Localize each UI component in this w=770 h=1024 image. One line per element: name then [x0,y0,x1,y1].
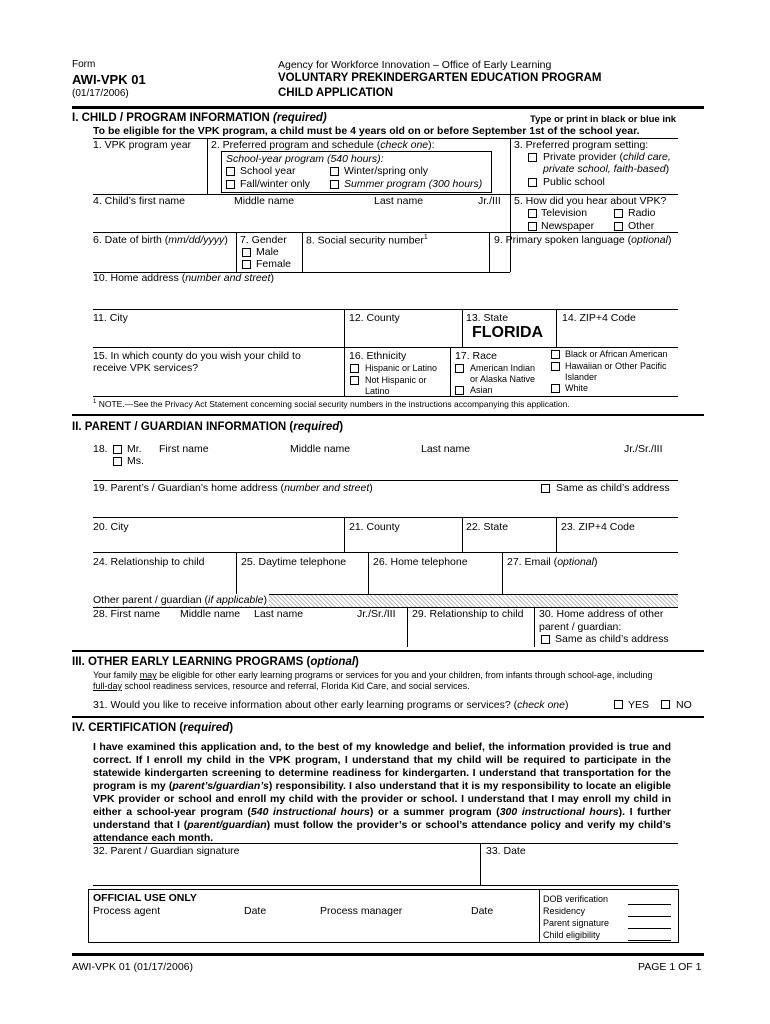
home-phone-label: 26. Home telephone [373,556,468,568]
private-provider-label: Private provider (child care, [543,151,671,163]
hispanic-label: Hispanic or Latino [365,363,438,373]
television-label: Television [541,207,588,219]
question-31: 31. Would you like to receive information about other early learning programs or services? (check one) [93,699,569,711]
page-number: PAGE 1 OF 1 [638,961,702,973]
same-address-checkbox[interactable] [541,484,550,493]
mr-checkbox[interactable] [113,445,122,454]
official-use-heading: OFFICIAL USE ONLY [93,892,197,904]
parent-last-name-label: Last name [421,443,471,455]
state-label: 13. State [466,312,509,324]
residency-line [628,916,671,917]
agent-date-label: Date [244,905,267,917]
hawaiian-label: Hawaiian or Other Pacific [565,361,667,371]
male-label: Male [256,246,279,258]
header-rule [72,106,704,109]
program-setting-label: 3. Preferred program setting: [514,139,649,151]
hawaiian-label-2: Islander [565,372,598,382]
footer-form-id: AWI-VPK 01 (01/17/2006) [72,961,194,973]
service-county-label-2: receive VPK services? [93,362,199,374]
asian-label: Asian [470,385,493,395]
ssn-label: 8. Social security number$^1$ [306,234,428,247]
other-relationship-label: 29. Relationship to child [412,608,524,620]
other-address-label-2: parent / guardian: [539,621,622,633]
television-checkbox[interactable] [528,209,537,218]
state-value: FLORIDA [472,324,544,341]
child-first-name-label: 4. Child’s first name [93,195,186,207]
newspaper-checkbox[interactable] [528,222,537,231]
ethnicity-label: 16. Ethnicity [349,350,407,362]
section-2-heading: II. PARENT / GUARDIAN INFORMATION (required) [72,421,344,433]
signature-label: 32. Parent / Guardian signature [93,845,240,857]
ink-note: Type or print in black or blue ink [530,114,677,125]
parent-middle-name-label: Middle name [290,443,351,455]
child-suffix-label: Jr./III [478,195,501,207]
dob-line [628,904,671,905]
private-provider-checkbox[interactable] [528,153,537,162]
signature-date-label: 33. Date [486,845,526,857]
child-eligibility-label: Child eligibility [543,930,601,940]
child-last-name-label: Last name [374,195,424,207]
preferred-program-label: 2. Preferred program and schedule (check one): [211,139,435,151]
parent-address-label: 19. Parent’s / Guardian’s home address (number and street) [93,482,373,494]
parent-suffix-label: Jr./Sr./III [624,443,663,455]
other-address-label-1: 30. Home address of other [539,608,664,620]
ms-checkbox[interactable] [113,457,122,466]
eligibility-note: To be eligible for the VPK program, a child must be 4 years old on or before September 1st of the school year. [93,125,640,137]
not-hispanic-label: Not Hispanic or [365,375,427,385]
city-label: 11. City [93,312,128,324]
other-first-name-label: 28. First name [93,608,161,620]
programs-text-2: full-day school readiness services, resource and referral, Florida Kid Care, and social services. [93,681,470,691]
residency-label: Residency [543,906,586,916]
parent-signature-check-label: Parent signature [543,918,610,928]
race-label: 17. Race [455,350,498,362]
no-checkbox[interactable] [661,700,670,709]
date-of-birth-label: 6. Date of birth (mm/dd/yyyy) [93,234,228,246]
private-provider-detail: private school, faith-based) [543,163,670,175]
radio-checkbox[interactable] [614,209,623,218]
no-label: NO [676,699,692,711]
home-address-label: 10. Home address (number and street) [93,272,274,284]
form-title: VOLUNTARY PREKINDERGARTEN EDUCATION PROGRAM [278,72,602,84]
summer-program-checkbox[interactable] [330,180,339,189]
primary-language-label: 9. Primary spoken language (optional) [494,234,672,246]
female-checkbox[interactable] [242,260,251,269]
form-subtitle: CHILD APPLICATION [278,87,393,99]
privacy-note: $^1$ NOTE.—See the Privacy Act Statement concerning social security numbers in the instructions accompanying this application. [93,399,570,409]
other-parent-label: Other parent / guardian (if applicable) [93,594,267,606]
american-indian-checkbox[interactable] [455,364,464,373]
school-year-checkbox[interactable] [226,167,235,176]
section-1-heading: I. CHILD / PROGRAM INFORMATION (required) [72,112,327,124]
other-source-label: Other [628,220,655,232]
agency-name: Agency for Workforce Innovation – Office of Early Learning [278,59,552,71]
newspaper-label: Newspaper [541,220,595,232]
programs-text-1: Your family may be eligible for other early learning programs or services for you and your children, from infants through school-age, including [93,670,653,680]
black-checkbox[interactable] [551,350,560,359]
vpk-program-year-label: 1. VPK program year [93,139,192,151]
public-school-label: Public school [543,176,605,188]
parent-signature-line [628,928,671,929]
form-date: (01/17/2006) [72,88,129,99]
child-eligibility-line [628,940,671,941]
relationship-label: 24. Relationship to child [93,556,205,568]
other-last-name-label: Last name [254,608,304,620]
other-source-checkbox[interactable] [614,222,623,231]
school-year-label: School year [240,165,296,177]
fall-winter-checkbox[interactable] [226,180,235,189]
same-address-label: Same as child’s address [556,482,670,494]
other-middle-name-label: Middle name [180,608,241,620]
yes-label: YES [628,699,650,711]
other-suffix-label: Jr./Sr./III [357,608,396,620]
parent-title-label: 18. [93,443,108,455]
public-school-checkbox[interactable] [528,178,537,187]
certification-text: I have examined this application and, to the best of my knowledge and belief, the information provided is true and correct. If I enroll my child in the VPK program, I understand that my child will be required to participate in the statewide kindergarten screening to determine readiness for kindergarten. I understand that transportation for the program is my (parent’s/guardian’s) responsibility. I also understand that it is my responsibility to locate an eligible VPK provider or school and enroll my child with the provider or school. I understand that I may enroll my child in either a school-year program (540 instructional hours) or a summer program (300 instructional hours). I further understand that I (parent/guardian) must follow the provider’s or school’s attendance policy and verify my child’s attendance each month. [93,741,671,844]
parent-zip-label: 23. ZIP+4 Code [561,521,635,533]
child-middle-name-label: Middle name [234,195,295,207]
winter-spring-checkbox[interactable] [330,167,339,176]
parent-county-label: 21. County [349,521,400,533]
manager-date-label: Date [471,905,494,917]
asian-checkbox[interactable] [455,386,464,395]
radio-label: Radio [628,207,656,219]
process-manager-label: Process manager [320,905,403,917]
gender-label: 7. Gender [240,234,287,246]
summer-program-label: Summer program (300 hours) [344,178,483,190]
american-indian-label: American Indian [470,363,536,373]
not-hispanic-checkbox[interactable] [350,376,359,385]
other-same-address-checkbox[interactable] [541,635,550,644]
parent-first-name-label: First name [159,443,209,455]
white-label: White [565,383,589,393]
not-hispanic-label-2: Latino [365,386,390,396]
white-checkbox[interactable] [551,384,560,393]
form-code: AWI-VPK 01 [72,72,146,87]
email-label: 27. Email (optional) [507,556,598,568]
zip-label: 14. ZIP+4 Code [562,312,636,324]
footer-rule [72,953,704,956]
dob-verification-label: DOB verification [543,894,609,904]
american-indian-label-2: or Alaska Native [470,374,536,384]
school-year-program-label: School-year program (540 hours): [226,153,384,165]
female-label: Female [256,258,292,270]
service-county-label-1: 15. In which county do you wish your child to [93,350,301,362]
parent-state-label: 22. State [466,521,509,533]
male-checkbox[interactable] [242,248,251,257]
yes-checkbox[interactable] [614,700,623,709]
other-same-address-label: Same as child’s address [555,633,669,645]
fall-winter-label: Fall/winter only [240,178,311,190]
section-4-heading: IV. CERTIFICATION (required) [72,722,234,734]
hawaiian-checkbox[interactable] [551,362,560,371]
section-3-heading: III. OTHER EARLY LEARNING PROGRAMS (optional) [72,656,359,668]
county-label: 12. County [349,312,400,324]
mr-label: Mr. [127,443,142,455]
how-heard-label: 5. How did you hear about VPK? [514,195,667,207]
black-label: Black or African American [565,349,668,359]
winter-spring-label: Winter/spring only [344,165,429,177]
parent-city-label: 20. City [93,521,129,533]
ms-label: Ms. [127,455,144,467]
daytime-phone-label: 25. Daytime telephone [241,556,347,568]
process-agent-label: Process agent [93,905,161,917]
hispanic-checkbox[interactable] [350,364,359,373]
form-label: Form [72,59,96,70]
